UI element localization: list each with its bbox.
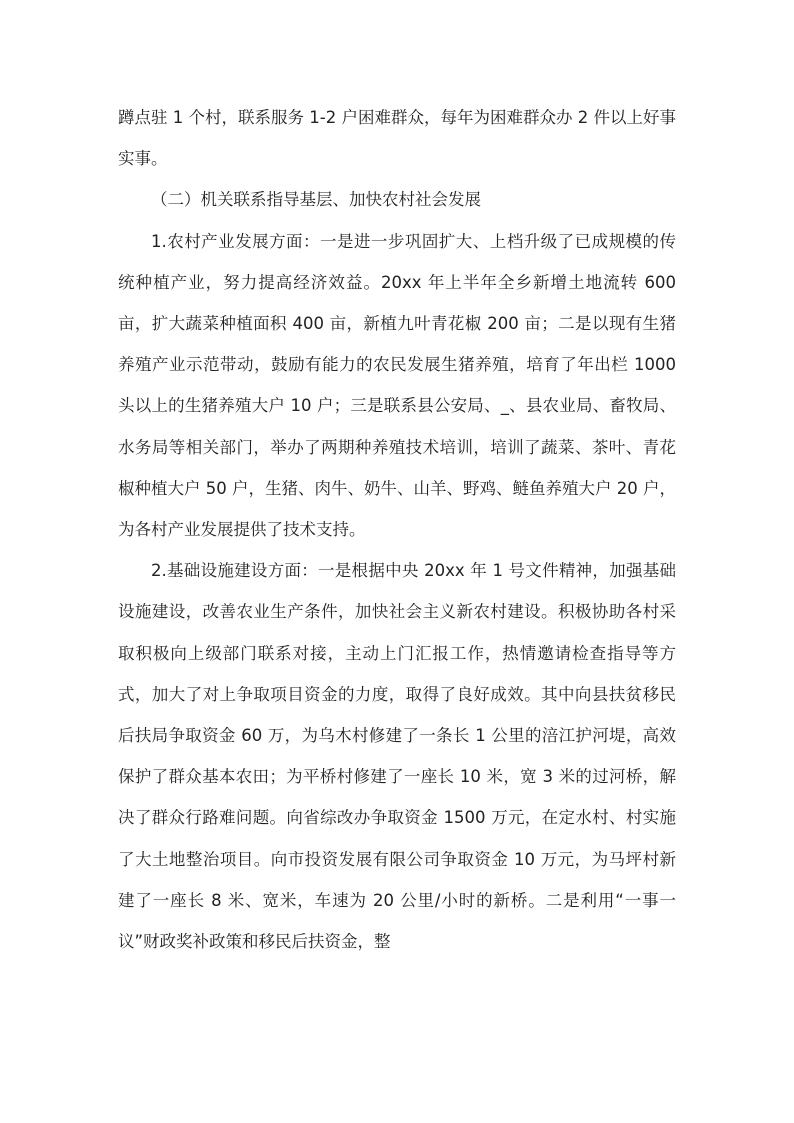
section-heading: （二）机关联系指导基层、加快农村社会发展 bbox=[151, 190, 481, 210]
document-body bbox=[118, 97, 676, 962]
paragraph-infrastructure: 2.基础设施建设方面：一是根据中央 20xx 年 1 号文件精神，加强基础设施建设，改善农业生产条件，加快社会主义新农村建设。积极协助各村采取积极向上级部门联系对接，主动上门汇报工作，热情邀请检查指导等方式，加大了对上争取项目资金的力度，取得了良好成效。其中向县扶贫移民后扶局争取资金 60 万，为乌木村修建了一条长 1 公里的涪江护河堤，高效保护了群众基本农田；为平桥村修建了一座长 10 米，宽 3 米的过河桥，解决了群众行路难问题。向省综改办争取资金 1500 万元，在定水村、村实施了大土地整治项目。向市投资发展有限公司争取资金 10 万元，为马坪村新建了一座长 8 米、宽米，车速为 20 公里/小时的新桥。二是利用“一事一议”财政奖补政策和移民后扶资金，整 bbox=[118, 561, 676, 952]
paragraph-continuation: 蹲点驻 1 个村，联系服务 1-2 户困难群众，每年为困难群众办 2 件以上好事实事。 bbox=[118, 108, 676, 169]
paragraph-industry-development: 1.农村产业发展方面：一是进一步巩固扩大、上档升级了已成规模的传统种植产业，努力提高经济效益。20xx 年上半年全乡新增土地流转 600 亩，扩大蔬菜种植面积 400 亩，新植九叶青花椒 200 亩；二是以现有生猪养殖产业示范带动，鼓励有能力的农民发展生猪养殖，培育了年出栏 1000 头以上的生猪养殖大户 10 户；三是联系县公安局、_、县农业局、畜牧局、水务局等相关部门，举办了两期种养殖技术培训，培训了蔬菜、茶叶、青花椒种植大户 50 户，生猪、肉牛、奶牛、山羊、野鸡、鲢鱼养殖大户 20 户，为各村产业发展提供了技术支持。 bbox=[118, 231, 676, 540]
